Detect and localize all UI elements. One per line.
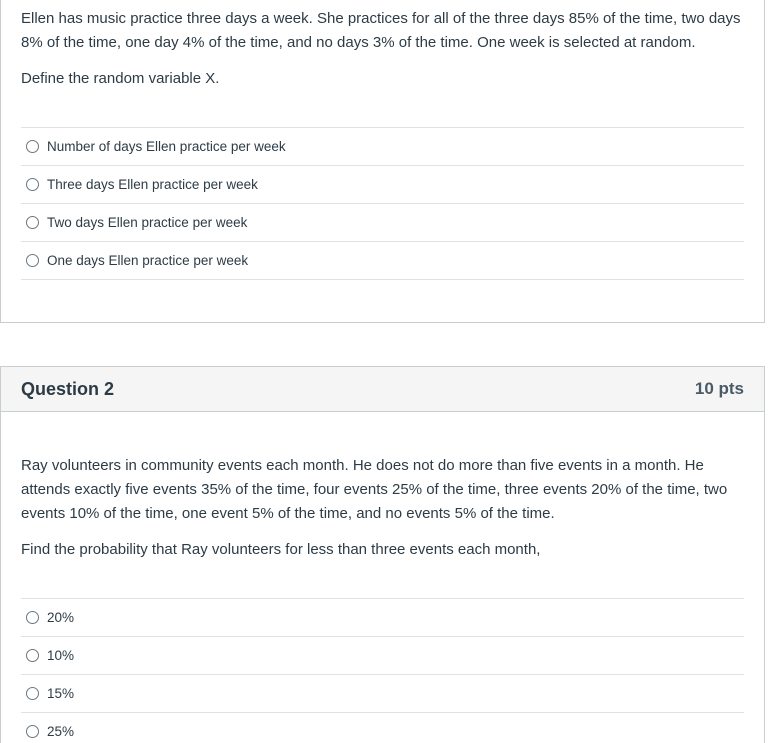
radio-button[interactable] <box>26 611 39 624</box>
question-2-stem: Ray volunteers in community events each month. He does not do more than five events in a month. He attends exactly five events 35% of the time, four events 25% of the time, three events 20% of the time, two events 10% of the time, one event 5% of the time, and no events 5% of the time. <box>21 457 728 522</box>
radio-button[interactable] <box>26 216 39 229</box>
answer-label: 10% <box>47 648 75 663</box>
radio-button[interactable] <box>26 178 39 191</box>
answer-label: 15% <box>47 686 75 701</box>
question-1-text <box>1 0 764 91</box>
answer-label: Three days Ellen practice per week <box>47 177 258 192</box>
answer-option[interactable] <box>21 241 744 280</box>
answer-option[interactable] <box>21 203 744 241</box>
question-2-text <box>1 412 764 562</box>
answer-label: One days Ellen practice per week <box>47 253 249 268</box>
answer-option[interactable] <box>21 636 744 674</box>
answer-label: Number of days Ellen practice per week <box>47 139 286 154</box>
question-2-answers <box>21 598 744 743</box>
answer-label: 20% <box>47 610 75 625</box>
question-title: Question 2 <box>21 378 115 399</box>
question-1-prompt: Define the random variable X. <box>21 70 220 87</box>
question-2-prompt: Find the probability that Ray volunteers for less than three events each month, <box>21 541 541 558</box>
answer-label: 25% <box>47 724 75 739</box>
radio-button[interactable] <box>26 687 39 700</box>
answer-option[interactable] <box>21 165 744 203</box>
answer-option[interactable] <box>21 127 744 165</box>
answer-option[interactable] <box>21 712 744 743</box>
question-1-answers <box>21 127 744 280</box>
question-2-card <box>0 366 765 743</box>
question-1-stem: Ellen has music practice three days a week. She practices for all of the three days 85% of the time, two days 8% of the time, one day 4% of the time, and no days 3% of the time. One week is selected at random. <box>21 10 741 51</box>
radio-button[interactable] <box>26 254 39 267</box>
radio-button[interactable] <box>26 649 39 662</box>
answer-label: Two days Ellen practice per week <box>47 215 248 230</box>
question-header <box>1 367 764 412</box>
radio-button[interactable] <box>26 725 39 738</box>
radio-button[interactable] <box>26 140 39 153</box>
answer-option[interactable] <box>21 674 744 712</box>
question-points: 10 pts <box>694 379 744 398</box>
question-1-card <box>0 0 765 323</box>
answer-option[interactable] <box>21 598 744 636</box>
